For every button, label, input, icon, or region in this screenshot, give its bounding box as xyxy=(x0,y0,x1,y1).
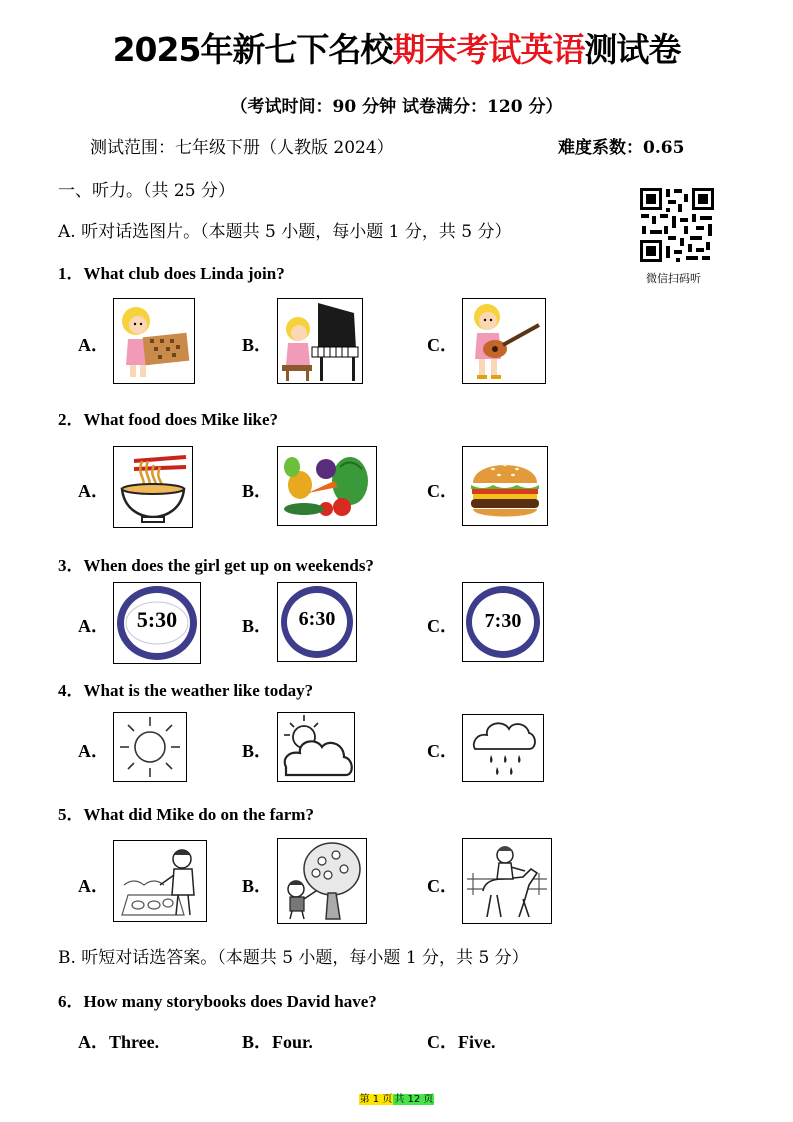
q2-option-a-label: A． xyxy=(78,481,109,501)
question-4: 4．What is the weather like today? xyxy=(58,681,314,700)
q5-image-c-riding-horse[interactable] xyxy=(462,838,552,924)
question-6: 6．How many storybooks does David have? xyxy=(58,992,377,1011)
q4-option-c-label: C． xyxy=(427,741,458,761)
q3-clock-a-time: 5:30 xyxy=(136,607,178,632)
q1-option-a-label: A． xyxy=(78,335,109,355)
exam-title xyxy=(0,24,793,71)
page-footer xyxy=(0,1090,793,1105)
q3-clock-b-time: 6:30 xyxy=(298,608,336,630)
qr-label: 微信扫码听 xyxy=(646,272,701,285)
q5-option-a-label: A． xyxy=(78,876,109,896)
section-heading: 一、听力。（共 25 分） xyxy=(58,181,235,201)
q3-option-b-label: B． xyxy=(242,616,273,636)
q4-image-b-cloudy[interactable] xyxy=(277,712,355,782)
question-5: 5．What did Mike do on the farm? xyxy=(58,805,314,824)
title-part2: 测试卷 xyxy=(584,30,681,69)
footer-ye2: 页 xyxy=(423,1094,434,1105)
footer-total-pages: 12 xyxy=(407,1094,421,1105)
q5-image-a-feeding-chickens[interactable] xyxy=(113,840,207,922)
part-b-heading: B. 听短对话选答案。（本题共 5 小题，每小题 1 分，共 5 分） xyxy=(58,948,529,968)
q2-image-c-hamburger[interactable] xyxy=(462,446,548,526)
q5-option-c-label: C． xyxy=(427,876,458,896)
test-scope: 测试范围：七年级下册（人教版 2024） xyxy=(90,138,394,158)
q1-option-b-label: B． xyxy=(242,335,273,355)
q1-option-c-label: C． xyxy=(427,335,458,355)
footer-gong: 共 xyxy=(394,1094,405,1105)
q4-image-a-sunny[interactable] xyxy=(113,712,187,782)
qr-code[interactable] xyxy=(638,186,716,264)
q2-image-a-noodles[interactable] xyxy=(113,446,193,528)
difficulty: 难度系数：0.65 xyxy=(558,138,685,158)
q6-option-c[interactable]: C．Five. xyxy=(427,1032,496,1052)
q1-image-c-guitar[interactable] xyxy=(462,298,546,384)
question-3: 3．When does the girl get up on weekends? xyxy=(58,556,374,575)
part-a-heading: A. 听对话选图片。（本题共 5 小题，每小题 1 分，共 5 分） xyxy=(58,222,512,242)
q5-option-b-label: B． xyxy=(242,876,273,896)
title-part1: 2025年新七下名校 xyxy=(112,30,393,69)
q4-option-b-label: B． xyxy=(242,741,273,761)
q6-option-b[interactable]: B．Four. xyxy=(242,1032,313,1052)
q2-option-c-label: C． xyxy=(427,481,458,501)
footer-page-number: 1 xyxy=(372,1094,380,1105)
question-2: 2．What food does Mike like? xyxy=(58,410,279,429)
q5-image-b-picking-apples[interactable] xyxy=(277,838,367,924)
q3-option-c-label: C． xyxy=(427,616,458,636)
q3-clock-b[interactable] xyxy=(277,582,357,662)
footer-ye: 页 xyxy=(382,1094,393,1105)
q6-option-a[interactable]: A．Three. xyxy=(78,1032,160,1052)
q3-clock-c[interactable] xyxy=(462,582,544,662)
q2-image-b-vegetables[interactable] xyxy=(277,446,377,526)
q1-image-a-chess[interactable] xyxy=(113,298,195,384)
q3-clock-c-time: 7:30 xyxy=(484,610,522,632)
q4-option-a-label: A． xyxy=(78,741,109,761)
q4-image-c-rainy[interactable] xyxy=(462,714,544,782)
q2-option-b-label: B． xyxy=(242,481,273,501)
exam-info: （考试时间：90 分钟 试卷满分：120 分） xyxy=(230,97,563,117)
q1-image-b-piano[interactable] xyxy=(277,298,363,384)
footer-di: 第 xyxy=(359,1094,370,1105)
q3-clock-a[interactable] xyxy=(113,582,201,664)
q3-option-a-label: A． xyxy=(78,616,109,636)
question-1: 1．What club does Linda join? xyxy=(58,264,285,283)
title-red-part: 期末考试英语 xyxy=(392,30,585,69)
